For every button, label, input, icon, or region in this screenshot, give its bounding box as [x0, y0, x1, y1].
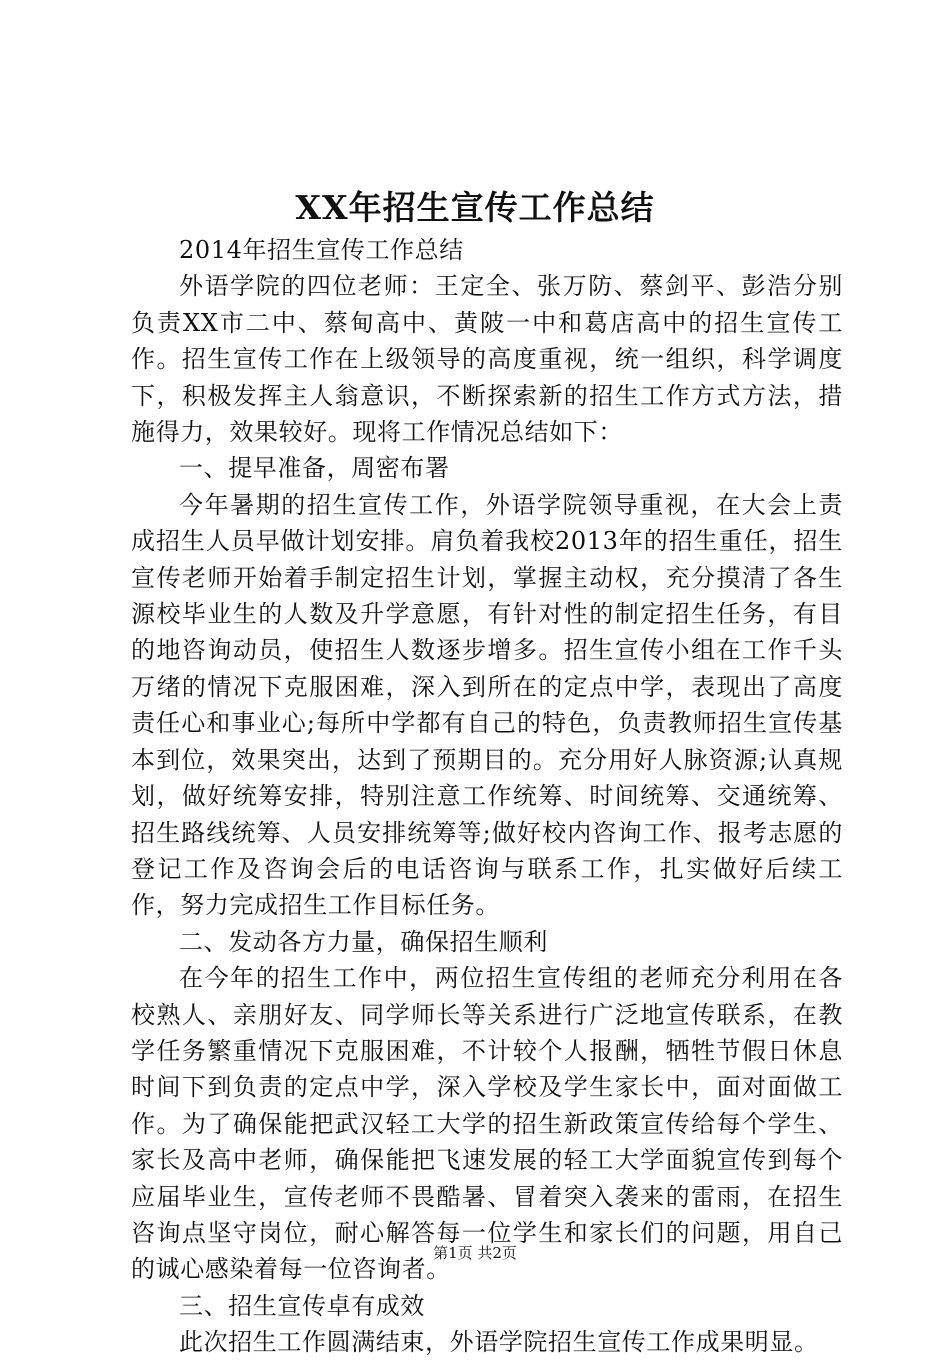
section-heading-1: 一、提早准备，周密布署: [179, 454, 450, 483]
document-subtitle: 2014年招生宣传工作总结: [179, 236, 464, 264]
section-body-2: 在今年的招生工作中，两位招生宣传组的老师充分利用在各校熟人、亲朋好友、同学师长等关系进行广泛地宣传联系，在教学任务繁重情况下克服困难，不计较个人报酬，牺牲节假日休息时间下到负责的定点中学，深入学校及学生家长中，面对面做工作。为了确保能把武汉轻工大学的招生新政策宣传给每个学生、家长及高中老师，确保能把飞速发展的轻工大学面貌宣传到每个应届毕业生，宣传老师不畏酷暑、冒着突入袭来的雷雨，在招生咨询点坚守岗位，耐心解答每一位学生和家长们的问题，用自己的诚心感染着每一位咨询者。: [131, 964, 843, 1284]
section-heading-3: 三、招生宣传卓有成效: [179, 1291, 425, 1320]
document-title: XX年招生宣传工作总结: [295, 188, 655, 227]
section-body-1: 今年暑期的招生宣传工作，外语学院领导重视，在大会上责成招生人员早做计划安排。肩负着我校2013年的招生重任，招生宣传老师开始着手制定招生计划，掌握主动权，充分摸清了各生源校毕业生的人数及升学意愿，有针对性的制定招生任务，有目的地咨询动员，使招生人数逐步增多。招生宣传小组在工作千头万绪的情况下克服困难，深入到所在的定点中学，表现出了高度责任心和事业心;每所中学都有自己的特色，负责教师招生宣传基本到位，效果突出，达到了预期目的。充分用好人脉资源;认真规划，做好统筹安排，特别注意工作统筹、时间统筹、交通统筹、招生路线统筹、人员安排统筹等;做好校内咨询工作、报考志愿的登记工作及咨询会后的电话咨询与联系工作，扎实做好后续工作，努力完成招生工作目标任务。: [131, 490, 843, 920]
page-number-footer: 第1页 共2页: [433, 1244, 517, 1262]
intro-paragraph: 外语学院的四位老师：王定全、张万防、蔡剑平、彭浩分别负责XX市二中、蔡甸高中、黄陂一中和葛店高中的招生宣传工作。招生宣传工作在上级领导的高度重视，统一组织，科学调度下，积极发挥主人翁意识，不断探索新的招生工作方式方法，措施得力，效果较好。现将工作情况总结如下：: [131, 272, 843, 447]
section-body-3: 此次招生工作圆满结束，外语学院招生宣传工作成果明显。: [179, 1328, 819, 1357]
section-heading-2: 二、发动各方力量，确保招生顺利: [179, 927, 548, 956]
document-body: [131, 232, 843, 1361]
